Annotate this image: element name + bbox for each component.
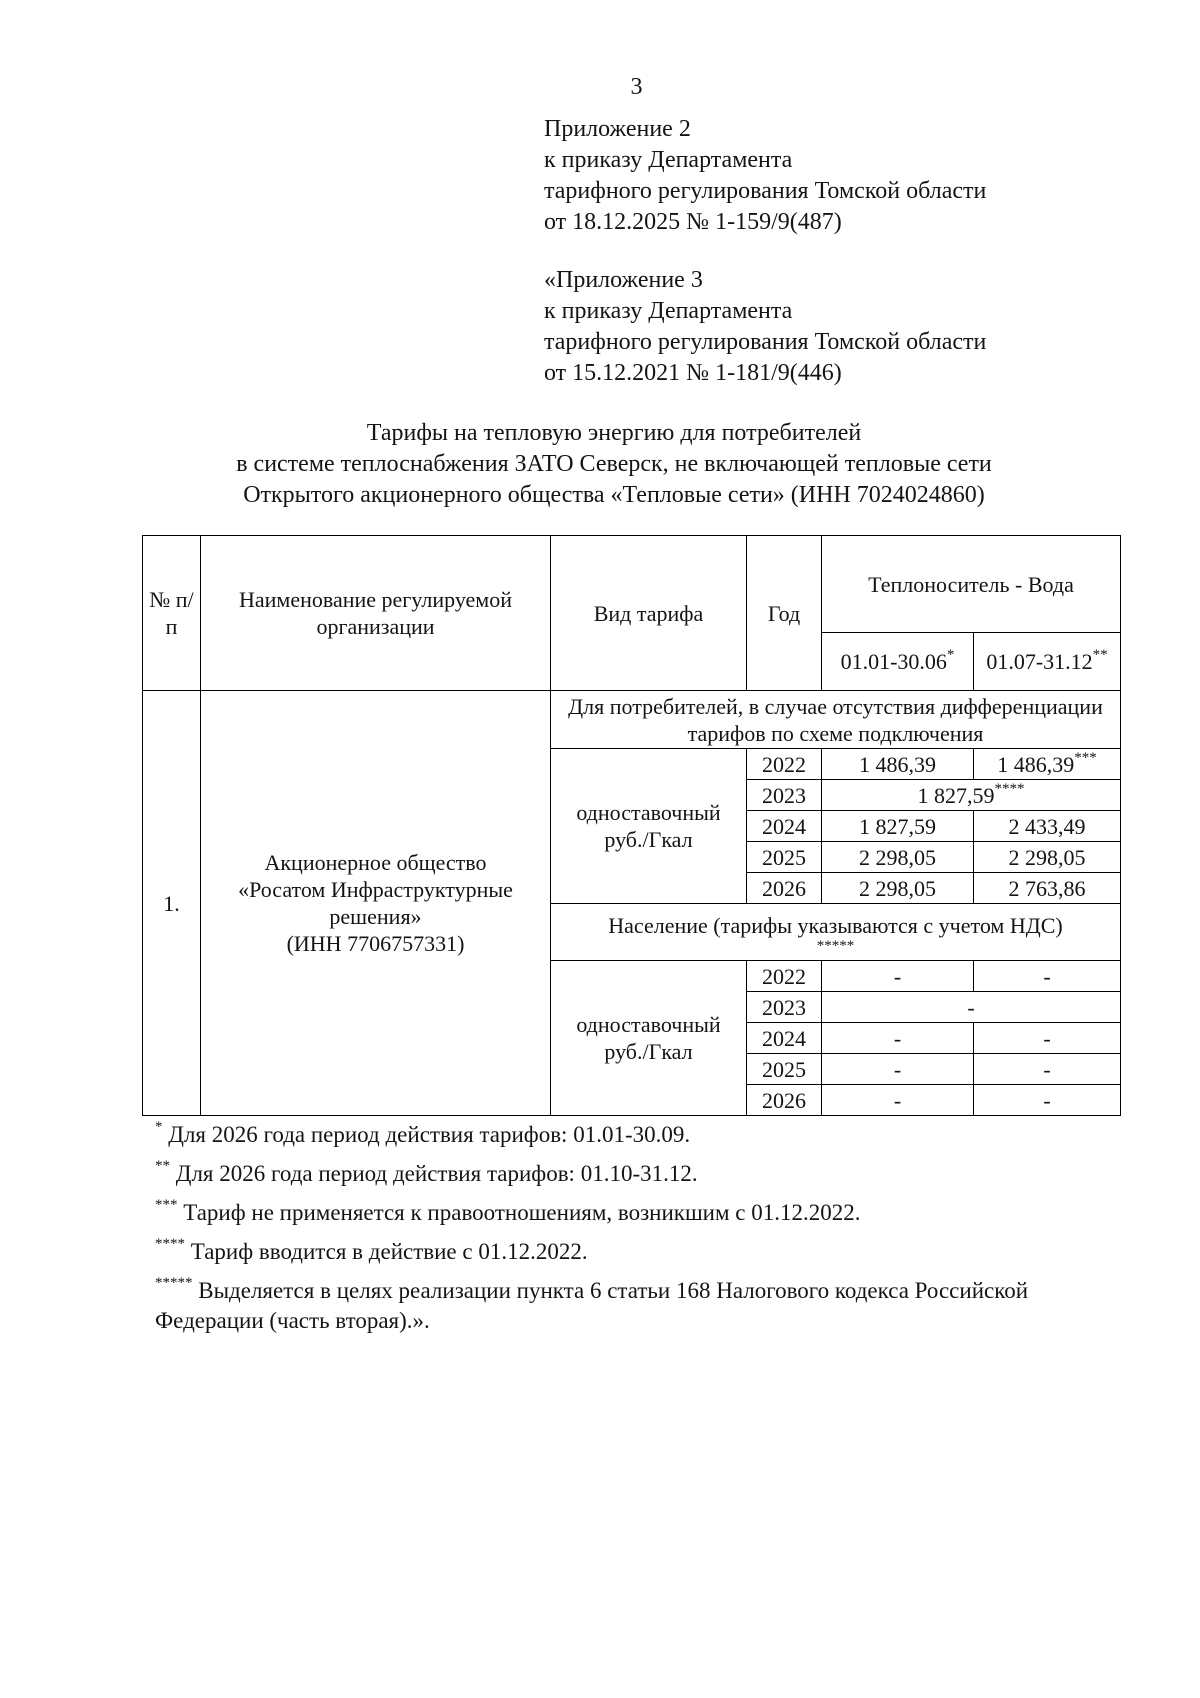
appendix-line: от 15.12.2021 № 1-181/9(446) — [544, 360, 842, 386]
section-title-population: Население (тарифы указываются с учетом НДС) ***** — [551, 904, 1121, 961]
page-number: 3 — [630, 74, 643, 100]
year-cell: 2025 — [747, 1054, 822, 1085]
section-title-consumers: Для потребителей, в случае отсутствия дифференциации тарифов по схеме подключения — [551, 691, 1121, 749]
tariff-type-cell: одноставочный руб./Гкал — [551, 961, 747, 1116]
tariff-value: - — [822, 1054, 974, 1085]
year-cell: 2023 — [747, 780, 822, 811]
appendix-line: тарифного регулирования Томской области — [544, 329, 987, 355]
year-cell: 2026 — [747, 873, 822, 904]
appendix-header-original — [544, 265, 986, 389]
tariff-value: - — [974, 1085, 1121, 1116]
footnote: * Для 2026 года период действия тарифов: 01.01-30.09. — [155, 1119, 691, 1147]
document-title — [140, 418, 1088, 511]
header-org: Наименование регулируемой организации — [201, 536, 551, 691]
tariff-value: - — [822, 1085, 974, 1116]
title-line: Тарифы на тепловую энергию для потребителей — [366, 420, 862, 446]
header-num: № п/п — [143, 536, 201, 691]
tariff-table — [142, 535, 1121, 1116]
tariff-value: 1 486,39 — [822, 749, 974, 780]
tariff-type-cell: одноставочный руб./Гкал — [551, 749, 747, 904]
organization-name: Акционерное общество «Росатом Инфраструктурные решения» (ИНН 7706757331) — [201, 691, 551, 1116]
appendix-header-current — [544, 114, 986, 238]
year-cell: 2026 — [747, 1085, 822, 1116]
header-tariff-type: Вид тарифа — [551, 536, 747, 691]
appendix-line: «Приложение 3 — [544, 267, 703, 293]
header-period-2: 01.07-31.12** — [974, 633, 1121, 691]
tariff-value: 2 763,86 — [974, 873, 1121, 904]
tariff-value-merged: 1 827,59**** — [822, 780, 1121, 811]
header-period-1: 01.01-30.06* — [822, 633, 974, 691]
year-cell: 2022 — [747, 749, 822, 780]
footnotes — [155, 1120, 1120, 1345]
tariff-value: 1 827,59 — [822, 811, 974, 842]
footnote: ***** Выделяется в целях реализации пункта 6 статьи 168 Налогового кодекса Российской Федерации (часть вторая).». — [155, 1275, 1029, 1333]
tariff-value-merged: - — [822, 992, 1121, 1023]
title-line: в системе теплоснабжения ЗАТО Северск, не включающей тепловые сети — [236, 451, 992, 477]
header-carrier: Теплоноситель - Вода — [822, 536, 1121, 633]
tariff-value: - — [822, 1023, 974, 1054]
footnote: **** Тариф вводится в действие с 01.12.2022. — [155, 1236, 588, 1264]
tariff-value: 2 298,05 — [822, 842, 974, 873]
appendix-line: от 18.12.2025 № 1-159/9(487) — [544, 209, 842, 235]
row-number: 1. — [143, 691, 201, 1116]
year-cell: 2024 — [747, 811, 822, 842]
header-year: Год — [747, 536, 822, 691]
tariff-value: - — [974, 961, 1121, 992]
title-line: Открытого акционерного общества «Тепловые сети» (ИНН 7024024860) — [243, 482, 985, 508]
appendix-line: Приложение 2 — [544, 116, 691, 142]
tariff-value: - — [974, 1023, 1121, 1054]
year-cell: 2024 — [747, 1023, 822, 1054]
appendix-line: к приказу Департамента — [544, 298, 793, 324]
year-cell: 2025 — [747, 842, 822, 873]
tariff-value: 1 486,39*** — [974, 749, 1121, 780]
tariff-value: 2 433,49 — [974, 811, 1121, 842]
year-cell: 2022 — [747, 961, 822, 992]
year-cell: 2023 — [747, 992, 822, 1023]
footnote: *** Тариф не применяется к правоотношениям, возникшим с 01.12.2022. — [155, 1197, 861, 1225]
appendix-line: к приказу Департамента — [544, 147, 793, 173]
appendix-line: тарифного регулирования Томской области — [544, 178, 987, 204]
footnote: ** Для 2026 года период действия тарифов: 01.10-31.12. — [155, 1158, 698, 1186]
tariff-value: - — [974, 1054, 1121, 1085]
tariff-value: 2 298,05 — [974, 842, 1121, 873]
tariff-value: - — [822, 961, 974, 992]
tariff-value: 2 298,05 — [822, 873, 974, 904]
